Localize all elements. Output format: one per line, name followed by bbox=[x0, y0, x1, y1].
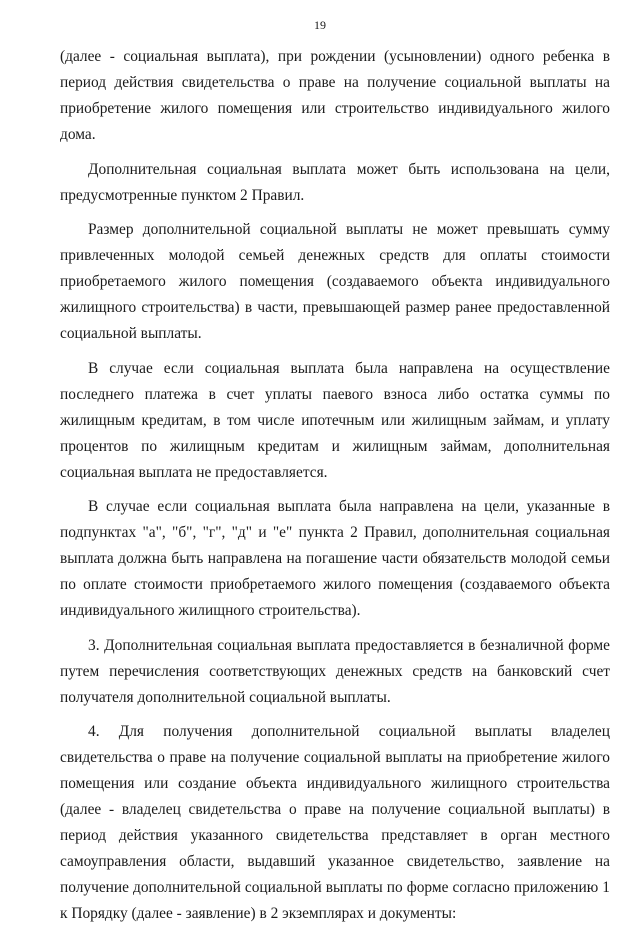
paragraph: 4. Для получения дополнительной социальной выплаты владелец свидетельства о праве на получение социальной выплаты на приобретение жилого помещения или создание объекта индивидуального жилищного строительства (далее - владелец свидетельства о праве на получение социальной выплаты) в период действия указанного свидетельства представляет в орган местного самоуправления области, выдавший указанное свидетельство, заявление на получение дополнительной социальной выплаты по форме согласно приложению 1 к Порядку (далее - заявление) в 2 экземплярах и документы: bbox=[60, 723, 610, 922]
paragraph: В случае если социальная выплата была направлена на осуществление последнего платежа в счет уплаты паевого взноса либо остатка суммы по жилищным кредитам, в том числе ипотечным или жилищным займам, и уплату процентов по жилищным кредитам и жилищным займам, дополнительная социальная выплата не предоставляется. bbox=[60, 359, 610, 481]
paragraph: Дополнительная социальная выплата может быть использована на цели, предусмотренные пунктом 2 Правил. bbox=[60, 160, 610, 204]
document-body bbox=[60, 44, 610, 936]
paragraph: В случае если социальная выплата была направлена на цели, указанные в подпунктах "а", "б", "г", "д" и "е" пункта 2 Правил, дополнительная социальная выплата должна быть направлена на погашение части обязательств молодой семьи по оплате стоимости приобретаемого жилого помещения (создаваемого объекта индивидуального жилищного строительства). bbox=[60, 498, 610, 619]
paragraph: 3. Дополнительная социальная выплата предоставляется в безналичной форме путем перечисления соответствующих денежных средств на банковский счет получателя дополнительной социальной выплаты. bbox=[60, 636, 610, 706]
paragraph: (далее - социальная выплата), при рождении (усыновлении) одного ребенка в период действия свидетельства о праве на получение социальной выплаты на приобретение жилого помещения или строительство индивидуального жилого дома. bbox=[60, 48, 610, 143]
paragraph: Размер дополнительной социальной выплаты не может превышать сумму привлеченных молодой семьей денежных средств для оплаты стоимости приобретаемого жилого помещения (создаваемого объекта индивидуального жилищного строительства) в части, превышающей размер ранее предоставленной социальной выплаты. bbox=[60, 221, 610, 342]
page-number: 19 bbox=[314, 18, 326, 32]
